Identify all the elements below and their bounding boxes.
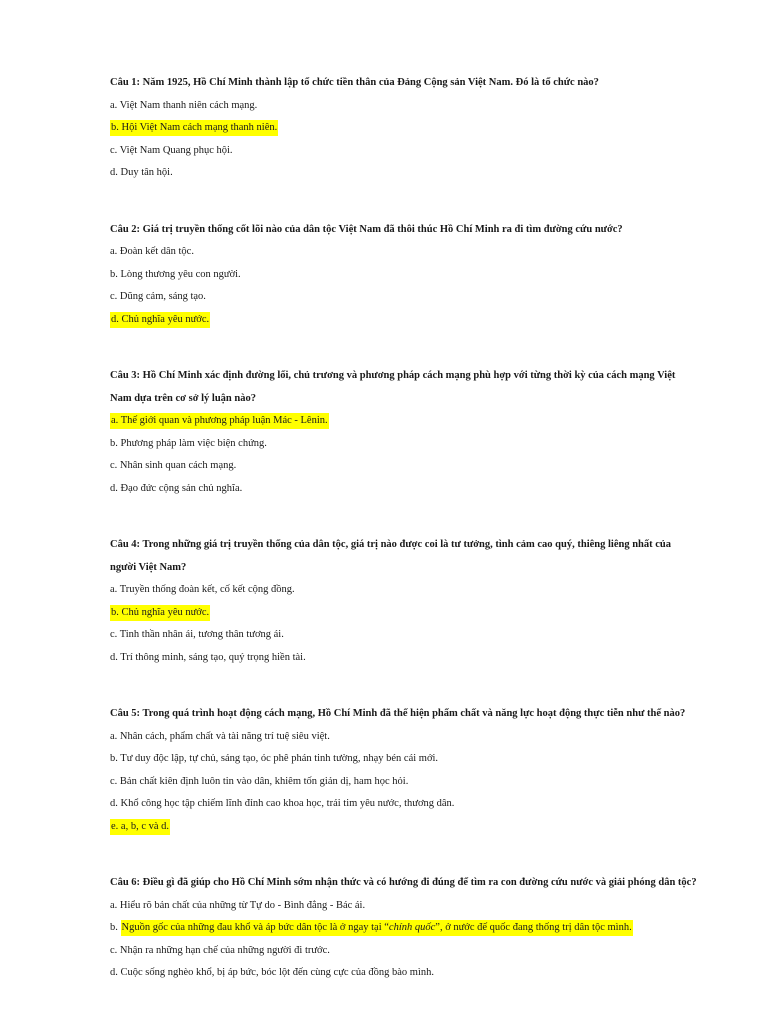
option-d <box>110 478 710 501</box>
option-text: b. Lòng thương yêu con người. <box>110 268 241 280</box>
option-b-correct <box>110 917 710 940</box>
answer-text-part: ”, ở nước đế quốc đang thống trị dân tộc mình. <box>435 922 632 933</box>
highlighted-answer: b. Hội Việt Nam cách mạng thanh niên. <box>110 120 278 136</box>
option-text: c. Tinh thần nhân ái, tương thân tương ái. <box>110 629 284 640</box>
option-text: d. Khổ công học tập chiếm lĩnh đỉnh cao khoa học, trái tim yêu nước, thương dân. <box>110 798 455 809</box>
question-1 <box>110 72 710 185</box>
option-b <box>110 433 710 456</box>
option-d <box>110 162 710 185</box>
option-b <box>110 748 710 771</box>
option-c <box>110 286 710 309</box>
option-text: a. Đoàn kết dân tộc. <box>110 246 194 257</box>
question-4 <box>110 534 710 669</box>
option-c <box>110 940 710 963</box>
option-prefix: b. <box>110 922 121 933</box>
option-b-correct <box>110 602 710 625</box>
option-text: c. Việt Nam Quang phục hội. <box>110 144 233 156</box>
question-title: Câu 5: Trong quá trình hoạt động cách mạng, Hồ Chí Minh đã thể hiện phẩm chất và năng lực hoạt động thực tiễn như thế nào? <box>110 708 686 719</box>
option-text: b. Phương pháp làm việc biện chứng. <box>110 437 267 449</box>
question-title: Câu 2: Giá trị truyền thống cốt lõi nào của dân tộc Việt Nam đã thôi thúc Hồ Chí Minh ra đi tìm đường cứu nước? <box>110 223 623 235</box>
option-e-correct <box>110 816 710 839</box>
option-d <box>110 793 710 816</box>
option-text: c. Nhân sinh quan cách mạng. <box>110 460 237 471</box>
option-text: a. Việt Nam thanh niên cách mạng. <box>110 99 258 111</box>
option-text: d. Trí thông minh, sáng tạo, quý trọng hiền tài. <box>110 651 306 663</box>
highlighted-answer: b. Chủ nghĩa yêu nước. <box>110 605 210 621</box>
question-title: Câu 3: Hồ Chí Minh xác định đường lối, chủ trương và phương pháp cách mạng phù hợp với từng thời kỳ của cách mạng Việt <box>110 370 676 381</box>
option-text: d. Cuộc sống nghèo khổ, bị áp bức, bóc lột đến cùng cực của đồng bào mình. <box>110 967 434 978</box>
option-text: a. Nhân cách, phẩm chất và tài năng trí tuệ siêu việt. <box>110 730 330 742</box>
option-c <box>110 455 710 478</box>
option-text: a. Hiểu rõ bản chất của những từ Tự do - Bình đẳng - Bác ái. <box>110 899 366 911</box>
option-b <box>110 264 710 287</box>
question-title: Câu 1: Năm 1925, Hồ Chí Minh thành lập tổ chức tiền thân của Đảng Cộng sản Việt Nam. Đó là tổ chức nào? <box>110 77 599 88</box>
question-title: Câu 6: Điều gì đã giúp cho Hồ Chí Minh sớm nhận thức và có hướng đi đúng để tìm ra con đường cứu nước và giải phóng dân tộc? <box>110 877 697 888</box>
option-text: d. Duy tân hội. <box>110 167 173 178</box>
option-d <box>110 647 710 670</box>
option-d <box>110 962 710 985</box>
option-text: d. Đạo đức cộng sản chủ nghĩa. <box>110 482 243 494</box>
question-2 <box>110 219 710 332</box>
option-c <box>110 624 710 647</box>
option-a <box>110 241 710 264</box>
option-text: b. Tư duy độc lập, tự chủ, sáng tạo, óc phê phán tinh tường, nhạy bén cái mới. <box>110 753 439 764</box>
option-a <box>110 95 710 118</box>
option-a <box>110 579 710 602</box>
option-c <box>110 140 710 163</box>
highlighted-answer <box>121 920 633 936</box>
highlighted-answer: a. Thế giới quan và phương pháp luận Mác - Lênin. <box>110 413 329 429</box>
option-text: a. Truyền thống đoàn kết, cố kết cộng đồng. <box>110 584 295 595</box>
option-text: c. Dũng cảm, sáng tạo. <box>110 291 206 302</box>
option-d-correct <box>110 309 710 332</box>
option-a-correct <box>110 410 710 433</box>
document-page <box>110 72 710 1019</box>
option-a <box>110 726 710 749</box>
answer-text-part: Nguồn gốc của những đau khổ và áp bức dân tộc là ở ngay tại “ <box>121 922 389 933</box>
question-title-cont: Nam dựa trên cơ sở lý luận nào? <box>110 392 256 404</box>
answer-italic-term: chính quốc <box>388 922 436 933</box>
question-6 <box>110 872 710 985</box>
question-title-cont: người Việt Nam? <box>110 561 187 573</box>
option-a <box>110 895 710 918</box>
option-text: c. Bản chất kiên định luôn tin vào dân, khiêm tốn giản dị, ham học hỏi. <box>110 775 409 787</box>
option-c <box>110 771 710 794</box>
highlighted-answer: d. Chủ nghĩa yêu nước. <box>110 312 210 328</box>
question-title: Câu 4: Trong những giá trị truyền thống của dân tộc, giá trị nào được coi là tư tưởng, tình cảm cao quý, thiêng liêng nhất của <box>110 539 672 550</box>
question-5 <box>110 703 710 838</box>
option-text: c. Nhận ra những hạn chế của những người đi trước. <box>110 944 330 956</box>
option-b-correct <box>110 117 710 140</box>
question-3 <box>110 365 710 500</box>
highlighted-answer: e. a, b, c và d. <box>110 819 170 835</box>
